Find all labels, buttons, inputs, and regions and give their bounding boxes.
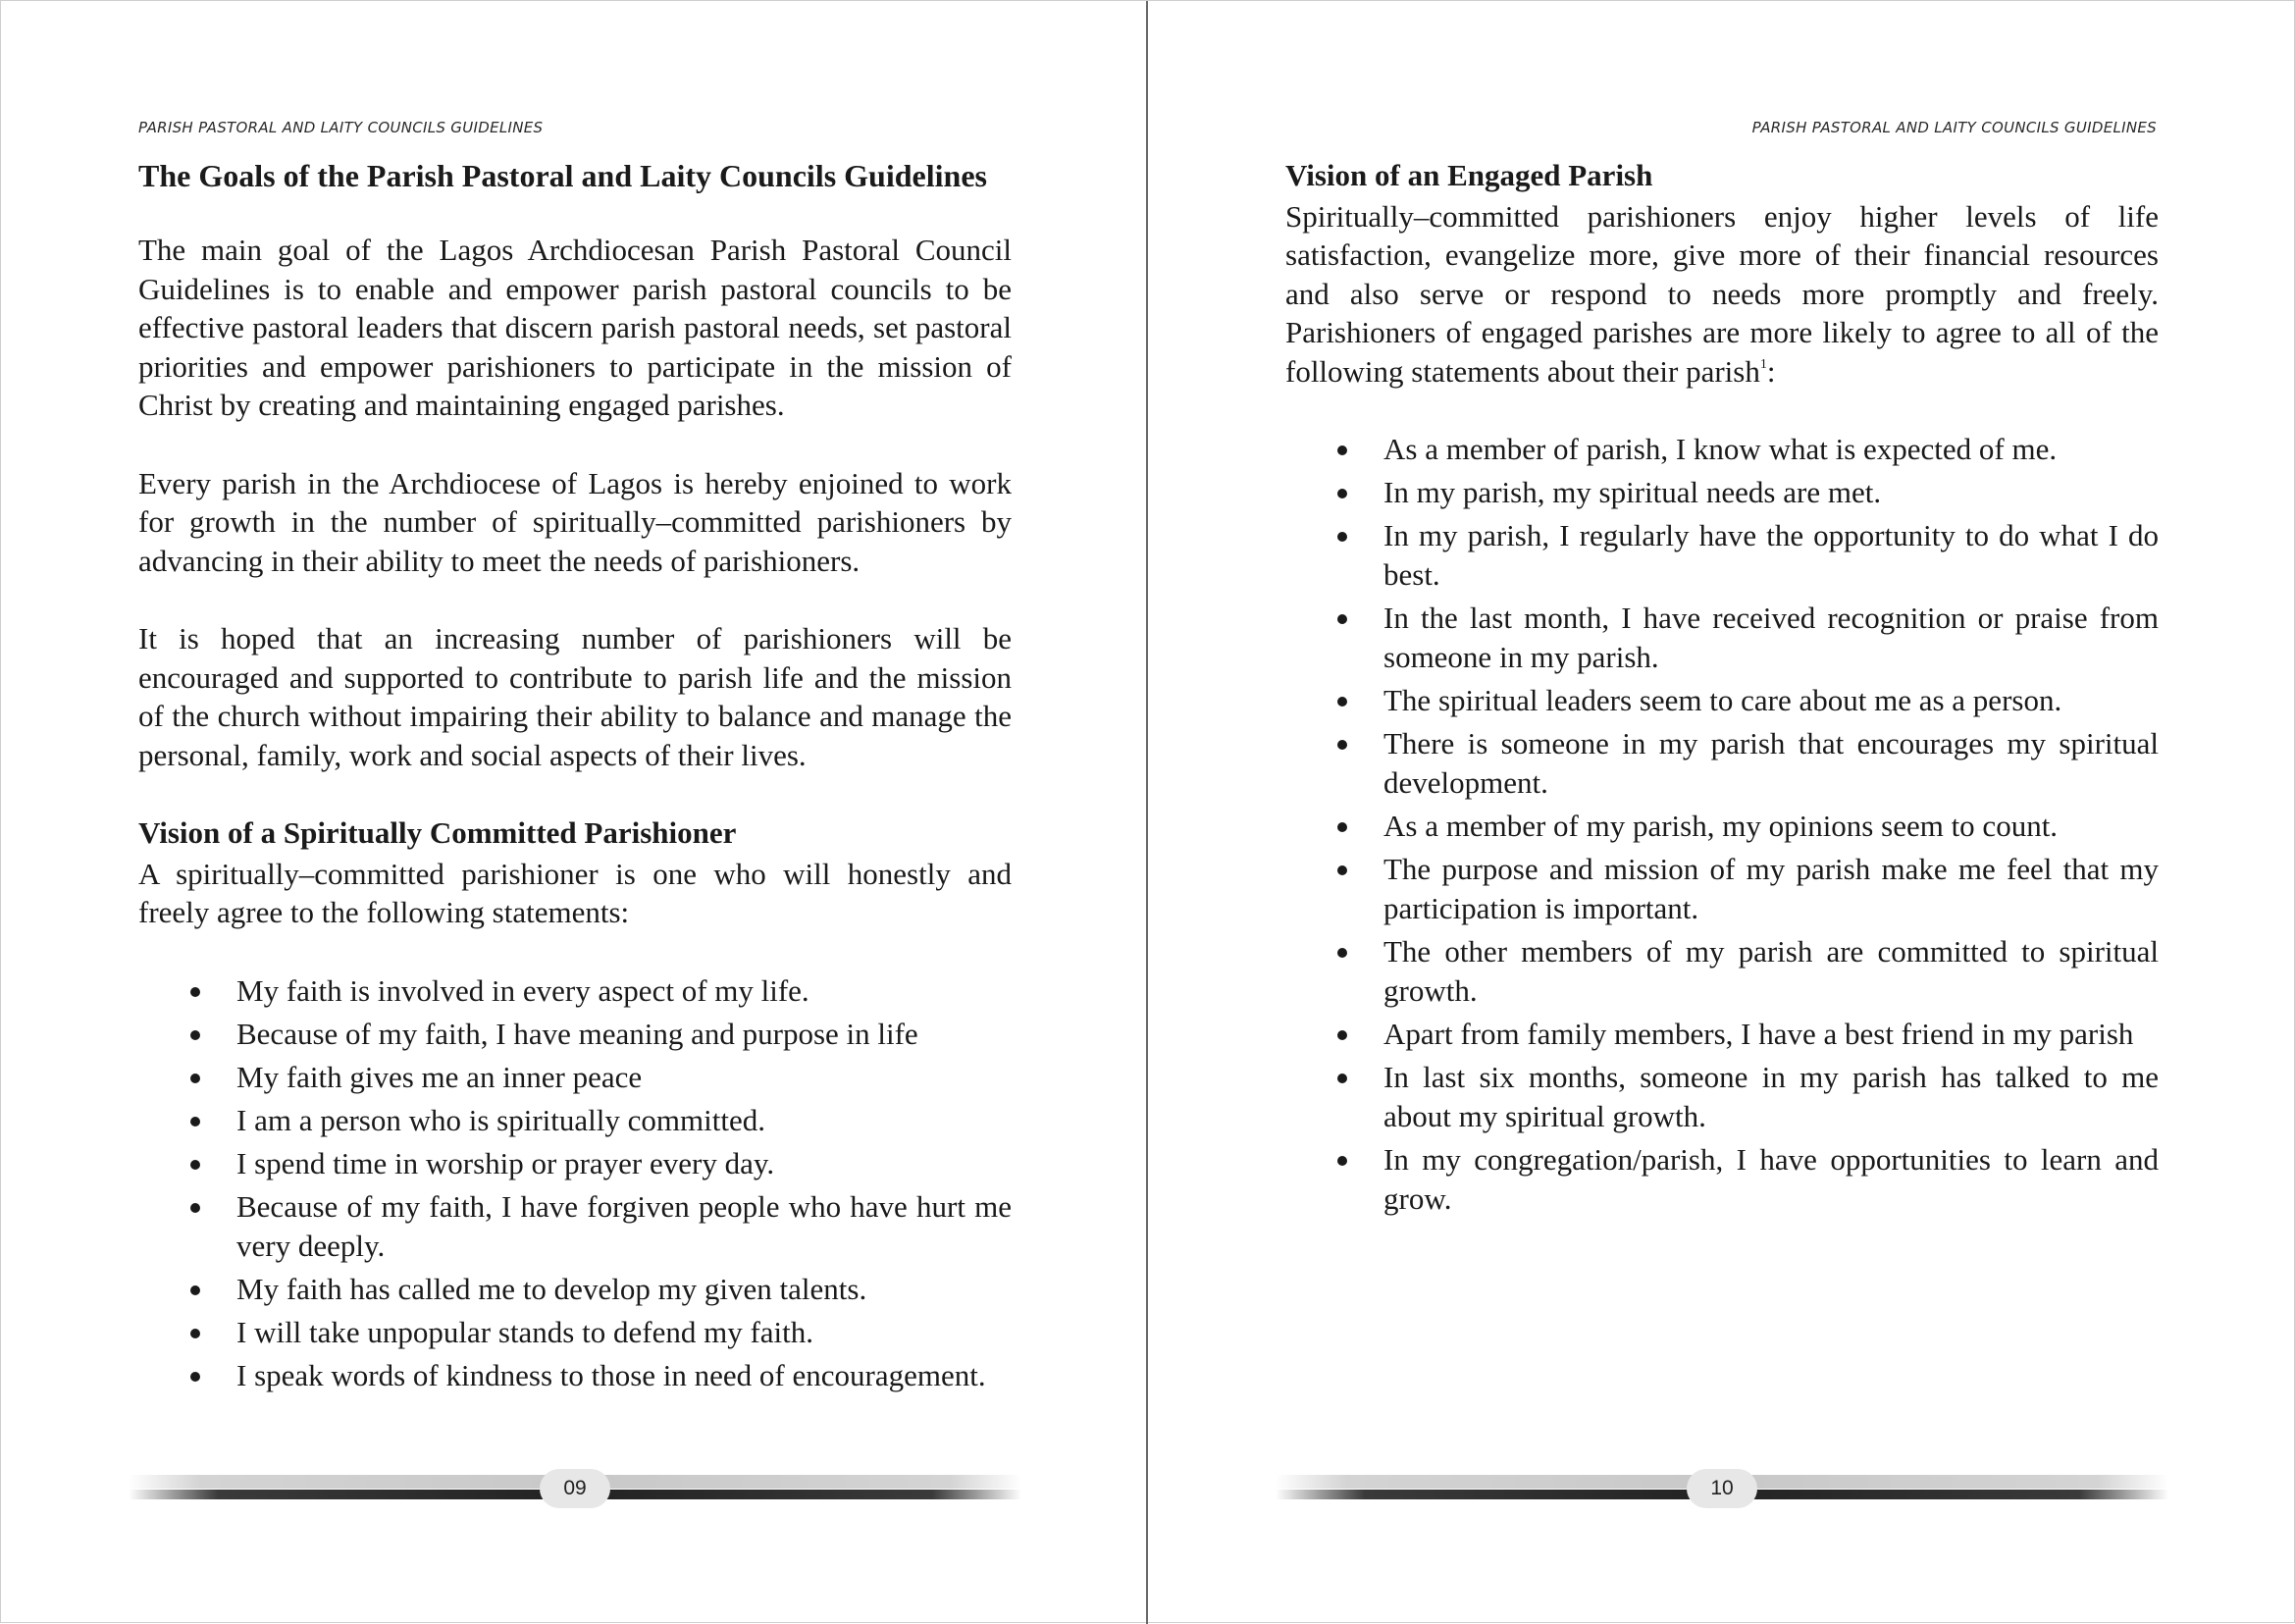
list-item: As a member of my parish, my opinions seem to count.: [1383, 807, 2159, 846]
subheading: Vision of an Engaged Parish: [1285, 158, 1653, 192]
left-page-content: [138, 156, 1012, 1399]
intro-text: Spiritually–committed parishioners enjoy higher levels of life satisfaction, evangelize more, give more of their financial resources and also serve or respond to needs more promptly and freely. Parishioners of engaged parishes are more likely to agree to all of the following statements about their parish: [1285, 198, 2159, 389]
list-item: As a member of parish, I know what is expected of me.: [1383, 430, 2159, 469]
paragraph: [1285, 197, 2159, 392]
list-item: Because of my faith, I have forgiven people who have hurt me very deeply.: [236, 1187, 1012, 1266]
section-heading: The Goals of the Parish Pastoral and Laity Councils Guidelines: [138, 158, 987, 193]
list-item: I spend time in worship or prayer every day.: [236, 1144, 1012, 1183]
subheading: Vision of a Spiritually Committed Parishioner: [138, 815, 737, 850]
list-item: Because of my faith, I have meaning and purpose in life: [236, 1015, 1012, 1054]
list-item: My faith has called me to develop my given talents.: [236, 1270, 1012, 1309]
list-item: In my parish, I regularly have the opportunity to do what I do best.: [1383, 516, 2159, 595]
list-item: The spiritual leaders seem to care about me as a person.: [1383, 681, 2159, 720]
list-item: In last six months, someone in my parish has talked to me about my spiritual growth.: [1383, 1058, 2159, 1136]
running-head: PARISH PASTORAL AND LAITY COUNCILS GUIDELINES: [1751, 119, 2157, 136]
list-item: The other members of my parish are committed to spiritual growth.: [1383, 932, 2159, 1011]
list-item: My faith is involved in every aspect of my life.: [236, 971, 1012, 1011]
list-item: Apart from family members, I have a best friend in my parish: [1383, 1015, 2159, 1054]
intro-end: :: [1766, 353, 1776, 389]
list-item: There is someone in my parish that encourages my spiritual development.: [1383, 724, 2159, 803]
right-page-content: [1285, 156, 2159, 1223]
left-page: [1, 1, 1148, 1624]
list-item: The purpose and mission of my parish make me feel that my participation is important.: [1383, 850, 2159, 928]
bullet-list: [1285, 430, 2159, 1219]
list-item: I speak words of kindness to those in need of encouragement.: [236, 1356, 1012, 1395]
list-item: In my congregation/parish, I have opportunities to learn and grow.: [1383, 1140, 2159, 1219]
list-item: In the last month, I have received recognition or praise from someone in my parish.: [1383, 599, 2159, 677]
list-item: I am a person who is spiritually committed.: [236, 1101, 1012, 1140]
page-number: 09: [540, 1469, 610, 1508]
paragraph: Every parish in the Archdiocese of Lagos is hereby enjoined to work for growth in the number of spiritually–committed parishioners by advancing in their ability to meet the needs of parishioners.: [138, 465, 1012, 578]
paragraph: It is hoped that an increasing number of parishioners will be encouraged and supported to contribute to parish life and the mission of the church without impairing their ability to balance and manage the personal, family, work and social aspects of their lives.: [138, 621, 1012, 772]
running-head: PARISH PASTORAL AND LAITY COUNCILS GUIDELINES: [138, 119, 544, 136]
right-page: [1148, 1, 2294, 1624]
page-number: 10: [1687, 1469, 1757, 1508]
list-item: My faith gives me an inner peace: [236, 1058, 1012, 1097]
page-footer: [1276, 1473, 2168, 1508]
list-item: I will take unpopular stands to defend my faith.: [236, 1313, 1012, 1352]
bullet-list: [138, 971, 1012, 1395]
paragraph: The main goal of the Lagos Archdiocesan Parish Pastoral Council Guidelines is to enable and empower parish pastoral councils to be effective pastoral leaders that discern parish pastoral needs, set pastoral priorities and empower parishioners to participate in the mission of Christ by creating and maintaining engaged parishes.: [138, 233, 1012, 422]
list-item: In my parish, my spiritual needs are met.: [1383, 473, 2159, 512]
page-footer: [129, 1473, 1021, 1508]
footnote-marker: 1: [1759, 356, 1767, 372]
paragraph: A spiritually–committed parishioner is one who will honestly and freely agree to the following statements:: [138, 856, 1012, 929]
